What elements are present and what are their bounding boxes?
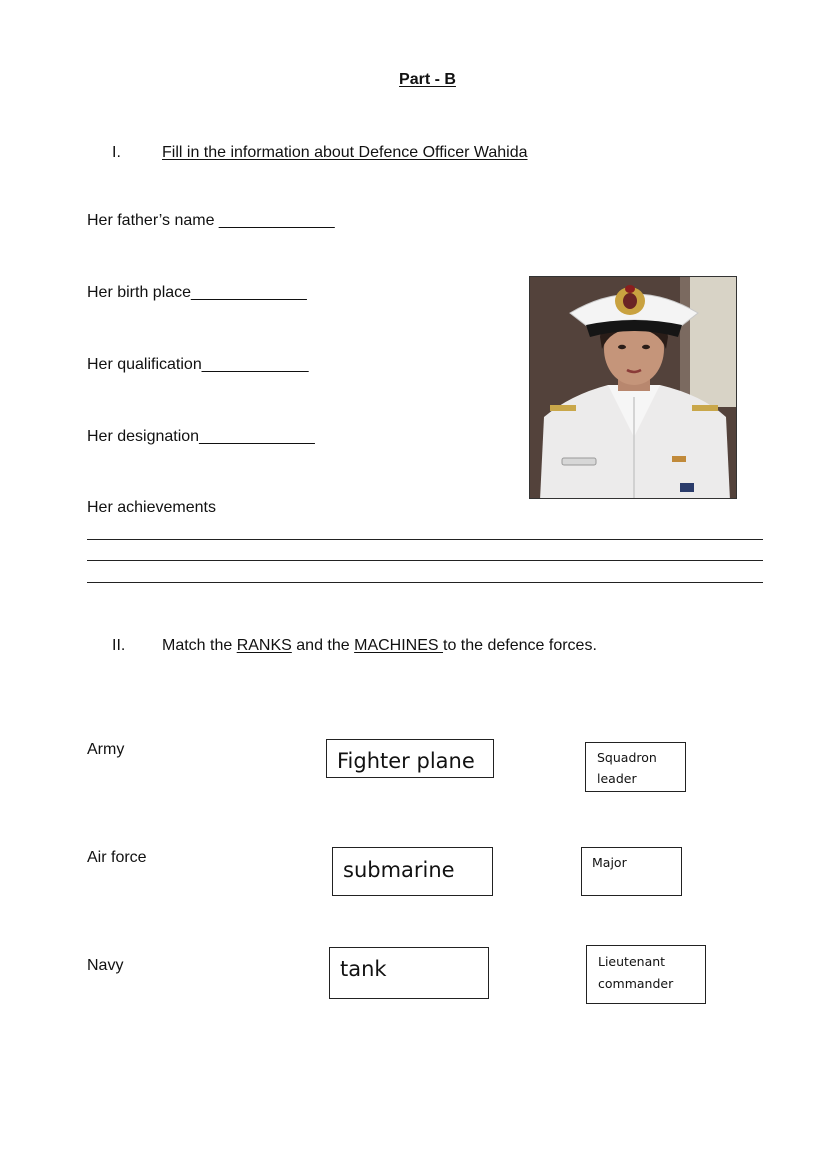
achievements-line-3[interactable] xyxy=(87,582,763,583)
achievements-line-1[interactable] xyxy=(87,539,763,540)
field-fathers-name xyxy=(87,212,335,230)
heading-text-mid: and the xyxy=(291,637,355,654)
section-2-heading xyxy=(162,637,597,655)
rank-box-lieutenant-commander[interactable] xyxy=(586,945,706,1004)
rank-box-squadron-leader[interactable] xyxy=(585,742,686,792)
field-label: Her designation xyxy=(87,428,200,445)
field-blank[interactable]: ____________ xyxy=(201,356,309,373)
field-label: Her father’s name xyxy=(87,212,215,229)
field-label: Her birth place xyxy=(87,284,192,301)
machine-box-fighter-plane[interactable]: Fighter plane xyxy=(326,739,494,778)
heading-text-pre: Match the xyxy=(162,637,237,654)
heading-text-post: to the defence forces. xyxy=(443,637,597,654)
ranks-word: RANKS xyxy=(236,637,292,654)
achievements-label: Her achievements xyxy=(87,499,216,516)
section-1-heading: Fill in the information about Defence Officer Wahida xyxy=(162,144,528,161)
rank-line-2: commander xyxy=(598,976,674,991)
machine-box-tank[interactable]: tank xyxy=(329,947,489,999)
field-designation xyxy=(87,428,315,446)
rank-line-1: Squadron xyxy=(597,750,657,765)
field-qualification xyxy=(87,356,309,374)
field-blank[interactable]: _____________ xyxy=(199,428,315,445)
force-navy: Navy xyxy=(87,957,124,974)
rank-box-major[interactable] xyxy=(581,847,682,896)
field-birth-place xyxy=(87,284,307,302)
force-army: Army xyxy=(87,741,125,758)
rank-line-1: Major xyxy=(592,855,627,870)
section-1-numeral: I. xyxy=(112,144,121,161)
officer-photo xyxy=(529,276,737,499)
field-label: Her qualification xyxy=(87,356,202,373)
machines-word: MACHINES xyxy=(354,637,444,654)
section-2-numeral: II. xyxy=(112,637,126,654)
field-blank[interactable]: _____________ xyxy=(218,212,335,229)
machine-box-submarine[interactable]: submarine xyxy=(332,847,493,896)
force-air-force: Air force xyxy=(87,849,147,866)
rank-line-2: leader xyxy=(597,771,637,786)
officer-portrait-icon xyxy=(530,277,737,499)
page-title: Part - B xyxy=(399,71,456,88)
rank-line-1: Lieutenant xyxy=(598,954,666,969)
achievements-line-2[interactable] xyxy=(87,560,763,561)
field-blank[interactable]: _____________ xyxy=(191,284,307,301)
